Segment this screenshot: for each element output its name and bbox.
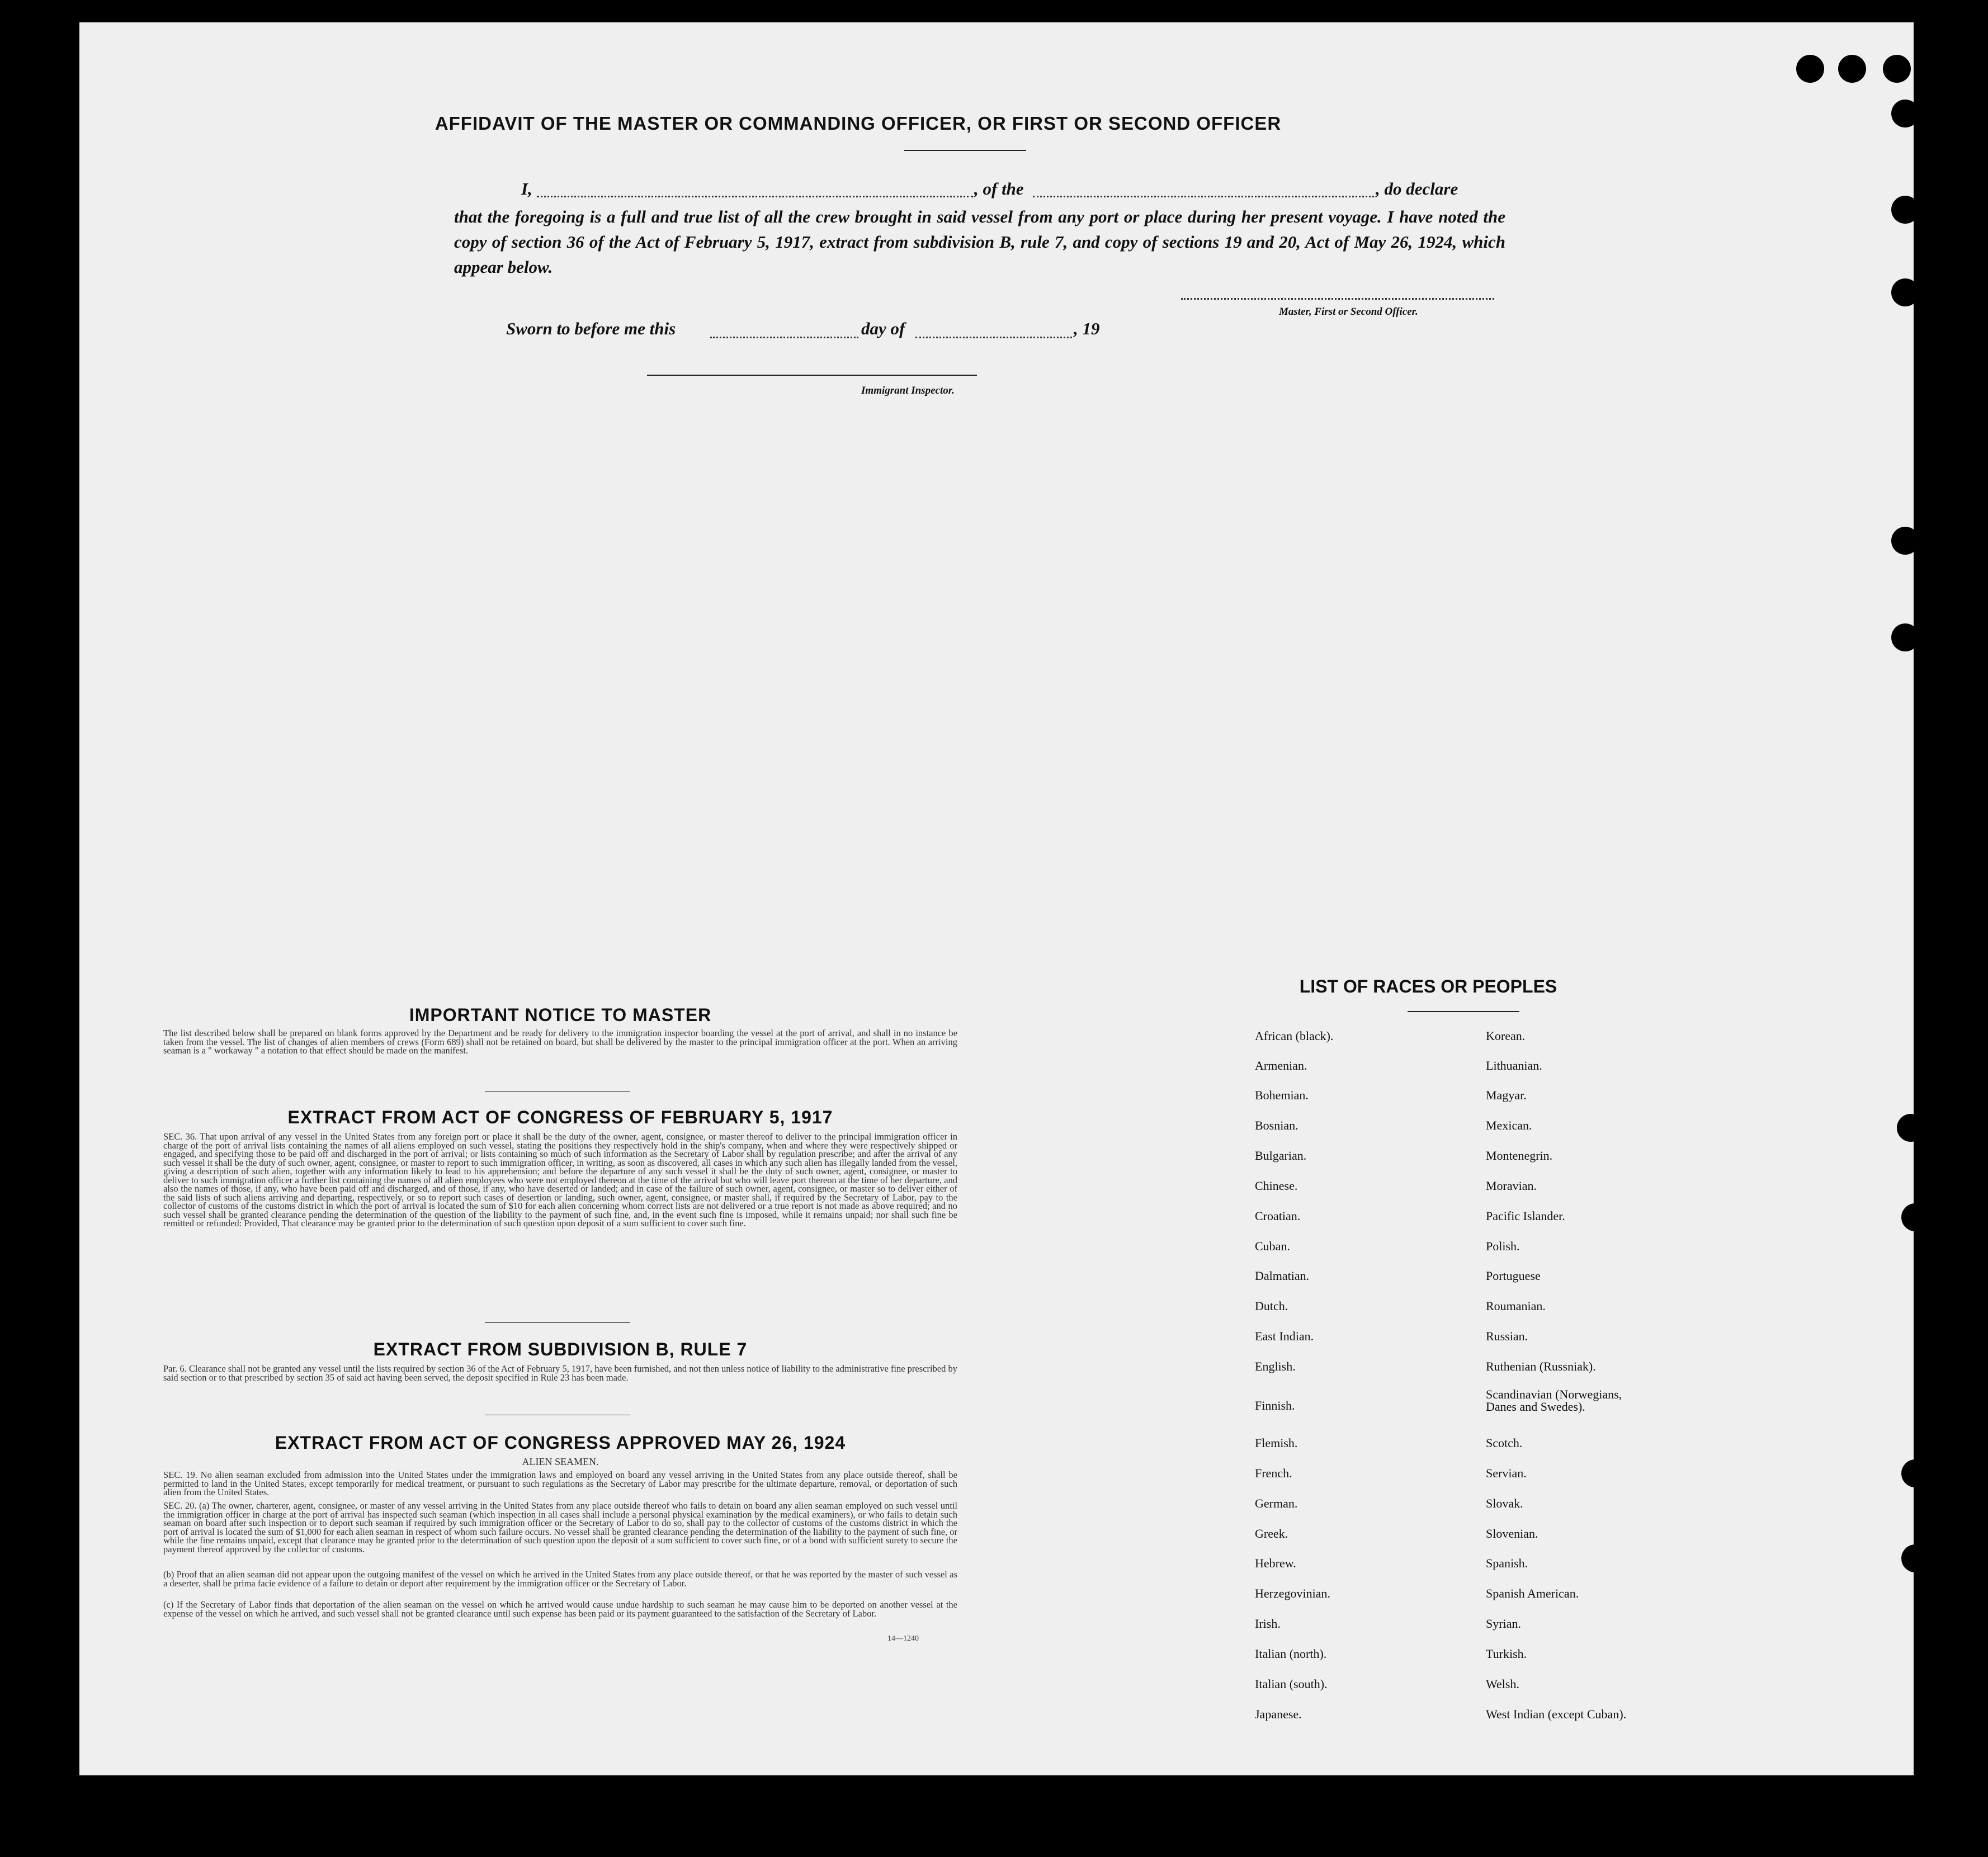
punch-hole [1901, 1203, 1929, 1231]
race-item: Italian (south). [1255, 1677, 1328, 1691]
race-item: Montenegrin. [1486, 1149, 1553, 1163]
vessel-blank [1033, 196, 1374, 197]
race-item: Italian (north). [1255, 1647, 1327, 1661]
race-item: Irish. [1255, 1617, 1281, 1631]
race-item: Portuguese [1486, 1269, 1541, 1283]
of-the-label: , of the [974, 179, 1024, 199]
race-item: Hebrew. [1255, 1556, 1296, 1570]
race-item: Herzegovinian. [1255, 1586, 1330, 1600]
race-item: Polish. [1486, 1239, 1520, 1253]
race-item: Cuban. [1255, 1239, 1290, 1253]
race-item: Japanese. [1255, 1707, 1302, 1721]
punch-hole [1796, 55, 1824, 83]
punch-hole [1897, 1114, 1925, 1142]
month-blank [915, 337, 1072, 338]
race-item: Dalmatian. [1255, 1269, 1310, 1283]
extract-1924-title: EXTRACT FROM ACT OF CONGRESS APPROVED MAY 26, 1924 [275, 1433, 846, 1453]
notice-title: IMPORTANT NOTICE TO MASTER [409, 1005, 712, 1025]
race-item: Armenian. [1255, 1059, 1307, 1072]
race-item: West Indian (except Cuban). [1486, 1707, 1627, 1721]
punch-hole [1891, 278, 1919, 306]
title-rule [904, 150, 1026, 151]
race-item: Scandinavian (Norwegians, Danes and Swedes). [1486, 1387, 1622, 1414]
punch-hole [1901, 1459, 1929, 1487]
rule7-title: EXTRACT FROM SUBDIVISION B, RULE 7 [373, 1339, 748, 1359]
notice-text: The list described below shall be prepared on blank forms approved by the Department and be ready for delivery to the immigration inspector boarding the vessel at the port of arrival, and shall in no instance be taken from the vessel. The list of changes of alien members of crews (Form 689) shall not be retained on board, but shall be delivered by the master to the principal immigration officer at the port. When an arriving seaman is a " workaway " a notation to that effect should be made on the manifest. [163, 1028, 957, 1056]
punch-hole [1891, 196, 1919, 224]
section-20b-text: (b) Proof that an alien seaman did not appear upon the outgoing manifest of the vessel on which he arrived in the United States from any place outside thereof, or that he was reported by the master of such vessel as a deserter, shall be prima facie evidence of a failure to detain or deport after requirement by the immigration officer or the Secretary of Labor. [163, 1569, 957, 1589]
rule7-text: Par. 6. Clearance shall not be granted any vessel until the lists required by section 36 of the Act of February 5, 1917, have been furnished, and not then unless notice of liability to the administrative fine prescribed by said section or to that prescribed by section 35 of said act having been served, the deposit specified in Rule 23 has been made. [163, 1363, 958, 1383]
race-item: Croatian. [1255, 1209, 1301, 1223]
section-19-text: SEC. 19. No alien seaman excluded from admission into the United States under the immigration laws and employed on board any vessel arriving in the United States from any place outside thereof, shall be permitted to land in the United States, except temporarily for medical treatment, or pursuant to such regulations as the Secretary of Labor may prescribe for the ultimate departure, removal, or deportation of such alien from the United States. [163, 1469, 957, 1497]
race-item: Flemish. [1255, 1436, 1298, 1450]
race-item: Bosnian. [1255, 1118, 1298, 1132]
race-item: English. [1255, 1359, 1296, 1373]
race-item: Magyar. [1486, 1088, 1527, 1102]
punch-hole [1891, 100, 1919, 127]
race-item: Slovenian. [1486, 1527, 1538, 1541]
punch-hole [1901, 1544, 1929, 1572]
declaration-line [521, 179, 1505, 204]
section-rule [485, 1322, 630, 1323]
extract-1917-title: EXTRACT FROM ACT OF CONGRESS OF FEBRUARY 5, 1917 [287, 1107, 833, 1127]
race-item: Mexican. [1486, 1118, 1532, 1132]
race-item: Spanish. [1486, 1556, 1528, 1570]
race-item: Syrian. [1486, 1617, 1521, 1631]
sworn-label: Sworn to before me this [506, 319, 676, 338]
race-item: Turkish. [1486, 1647, 1527, 1661]
race-item: Bohemian. [1255, 1088, 1309, 1102]
do-declare-label: , do declare [1376, 179, 1458, 199]
document-page [79, 22, 1914, 1775]
section-20c-text: (c) If the Secretary of Labor finds that deportation of the alien seaman on the vessel on which he arrived would cause undue hardship to such seaman he may cause him to be deported on another vessel at the expense of the vessel on which he arrived, and such vessel shall not be granted clearance until such expense has been paid or its payment guaranteed to the satisfaction of the Secretary of Labor. [163, 1599, 957, 1619]
race-item: French. [1255, 1466, 1292, 1480]
punch-hole [1838, 55, 1866, 83]
day-of-label: day of [861, 319, 905, 338]
punch-hole [1891, 623, 1919, 651]
race-item: East Indian. [1255, 1329, 1314, 1343]
name-blank [537, 196, 973, 197]
punch-hole [1891, 527, 1919, 555]
race-item: German. [1255, 1496, 1298, 1510]
race-item: Korean. [1486, 1029, 1526, 1043]
punch-hole [1883, 55, 1911, 83]
race-item: Greek. [1255, 1527, 1288, 1541]
affidavit-title: AFFIDAVIT OF THE MASTER OR COMMANDING OFFICER, OR FIRST OR SECOND OFFICER [435, 113, 1282, 134]
i-label: I, [521, 179, 532, 199]
race-item: Slovak. [1486, 1496, 1523, 1510]
inspector-signature-line [647, 375, 977, 376]
race-item: Spanish American. [1486, 1586, 1579, 1600]
section-20a-text: SEC. 20. (a) The owner, charterer, agent, consignee, or master of any vessel arriving in the United States from any place outside thereof who fails to detain on board any alien seaman employed on such vessel until the immigration officer in charge at the port of arrival has inspected such seaman (which inspection in all cases shall include a personal physical examination by the medical examiners), or who fails to detain such seaman on board after such inspection or to deport such seaman if required by such immigration officer or the Secretary of Labor to do so, shall pay to the collector of customs of the customs district in which the port of arrival is located the sum of $1,000 for each alien seaman in respect of whom such failure occurs. No vessel shall be granted clearance pending the determination of the liability to the payment of such fine, or while the fine remains unpaid, except that clearance may be granted prior to the determination of such question upon the deposit of a sum sufficient to cover such fine, or of a bond with sufficient surety to secure the payment thereof approved by the collector of customs. [163, 1500, 957, 1554]
day-blank [710, 337, 858, 338]
race-item: Ruthenian (Russniak). [1486, 1359, 1596, 1373]
race-item: Bulgarian. [1255, 1149, 1307, 1163]
year-label: , 19 [1074, 319, 1100, 338]
race-item: Lithuanian. [1486, 1059, 1542, 1072]
inspector-caption: Immigrant Inspector. [861, 385, 955, 396]
master-caption: Master, First or Second Officer. [1279, 306, 1418, 318]
race-item: Welsh. [1486, 1677, 1519, 1691]
race-item: Roumanian. [1486, 1299, 1546, 1313]
extract-1917-text: SEC. 36. That upon arrival of any vessel in the United States from any foreign port or place it shall be the duty of the owner, agent, consignee, or master thereof to deliver to the principal immigration officer in charge of the port of arrival lists containing the names of all aliens employed on such vessel, stating the positions they respectively hold in the ship's company, when and where they were respectively shipped or engaged, and specifying those to be paid off and discharged in the port of arrival; or lists containing so much of such information as the Secretary of Labor shall by regulation prescribe; and after the arrival of any such vessel it shall be the duty of such owner, agent, consignee, or master to report to such immigration officer, in writing, as soon as discovered, all cases in which any such alien has illegally landed from the vessel, giving a description of such alien, together with any information likely to lead to his apprehension; and before the departure of any such vessel it shall be the duty of such owner, agent, consignee, or master to deliver to such immigration officer a further list containing the names of all alien employees who were not employed thereon at the time of the arrival but who will leave port thereon at the time of her departure, and also the names of those, if any, who have been paid off and discharged, and of those, if any, who have deserted or landed; and in case of the failure of such owner, agent, consignee, or master so to deliver either of the said lists of such aliens arriving and departing, respectively, or so to report such cases of desertion or landing, such owner, agent, consignee, or master shall, if required by the Secretary of Labor, pay to the collector of customs of the customs district in which the port of arrival is located the sum of $10 for each alien concerning whom correct lists are not delivered or a true report is not made as above required; and no such vessel shall be granted clearance pending the determination of the question of the liability to the payment of such fine, and, in the event such fine is imposed, while it remains unpaid; nor shall such fine be remitted or refunded: Provided, That clearance may be granted prior to the determination of such question upon deposit of a sum sufficient to cover such fine. [163, 1131, 957, 1228]
race-item: Russian. [1486, 1329, 1528, 1343]
race-item: Scotch. [1486, 1436, 1523, 1450]
races-title-rule [1408, 1011, 1519, 1012]
race-item: Chinese. [1255, 1179, 1298, 1193]
extract-1924-subtitle: ALIEN SEAMEN. [522, 1456, 599, 1467]
affidavit-statement: that the foregoing is a full and true list of all the crew brought in said vessel from any port or place during her present voyage. I have noted the copy of section 36 of the Act of February 5, 1917, extract from subdivision B, rule 7, and copy of sections 19 and 20, Act of May 26, 1924, which appear below. [454, 207, 1505, 277]
master-signature-blank [1181, 298, 1494, 300]
form-number: 14—1240 [887, 1634, 919, 1643]
race-item: Pacific Islander. [1486, 1209, 1565, 1223]
race-item: Dutch. [1255, 1299, 1288, 1313]
races-title: LIST OF RACES OR PEOPLES [1299, 976, 1557, 996]
race-item: Finnish. [1255, 1398, 1295, 1412]
race-item: Servian. [1486, 1466, 1527, 1480]
sworn-line [506, 319, 1211, 344]
section-rule [485, 1091, 630, 1092]
race-item: African (black). [1255, 1029, 1334, 1043]
race-item: Moravian. [1486, 1179, 1537, 1193]
